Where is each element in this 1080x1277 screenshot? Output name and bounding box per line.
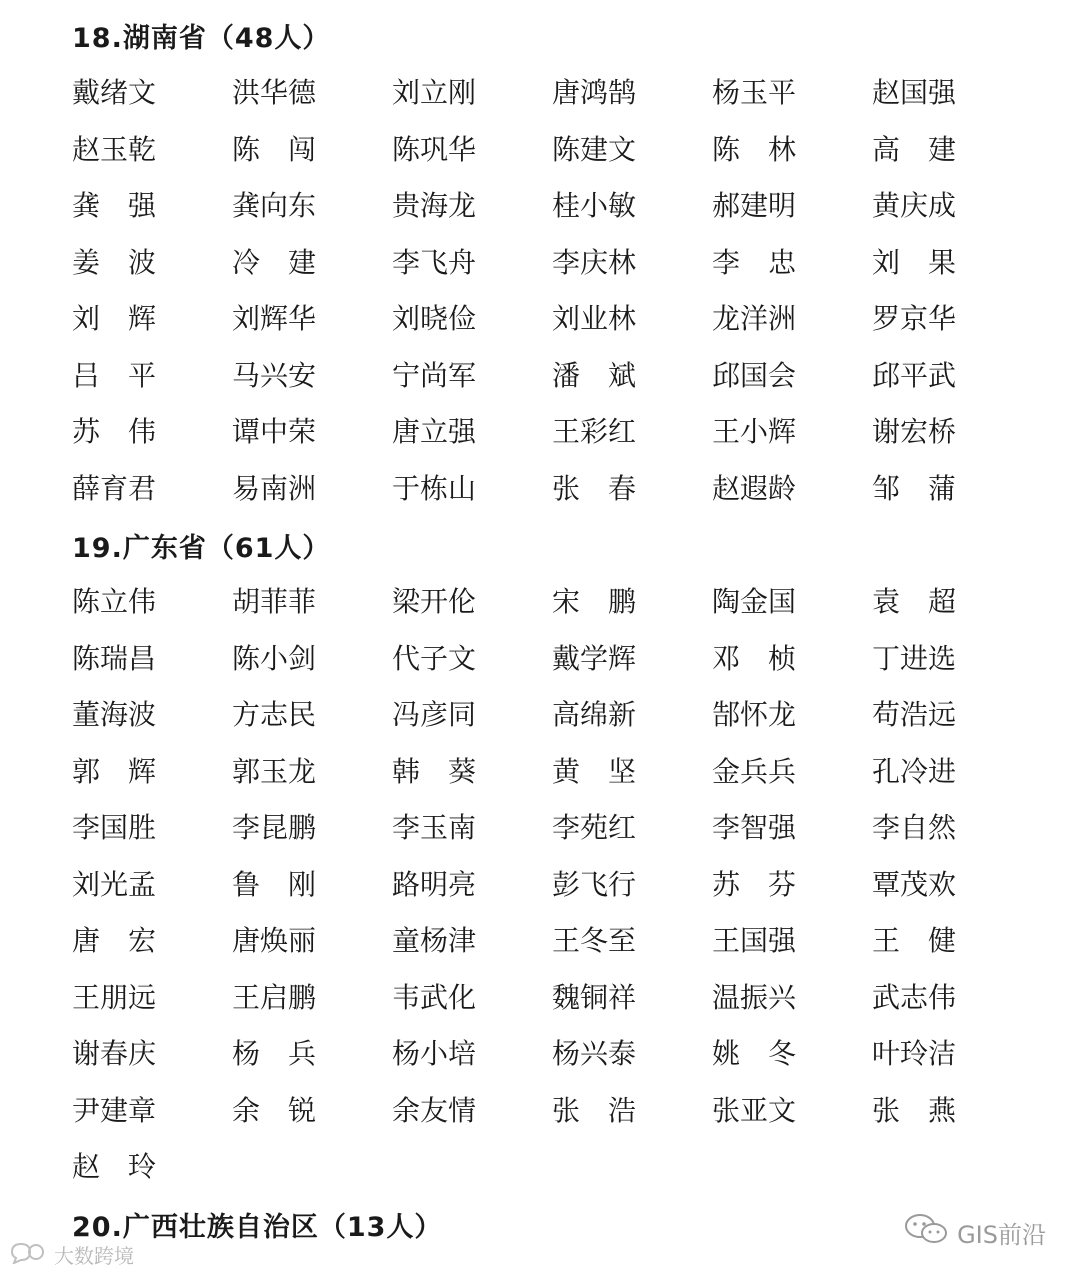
person-name: 谢 春 庆 xyxy=(72,1037,157,1071)
person-name: 刘 辉 xyxy=(72,302,156,336)
person-name: 桂 小 敏 xyxy=(552,189,637,223)
person-name: 陈 小 剑 xyxy=(232,641,317,675)
person-name: 李 玉 南 xyxy=(392,811,477,845)
person-name: 薛 育 君 xyxy=(72,471,157,505)
person-name: 马 兴 安 xyxy=(232,358,317,392)
person-name: 唐 焕 丽 xyxy=(232,924,317,958)
person-name: 宁 尚 军 xyxy=(392,358,477,392)
person-name: 李 智 强 xyxy=(712,811,797,845)
person-name: 宋 鹏 xyxy=(552,585,636,619)
person-name: 鲁 刚 xyxy=(232,867,316,901)
person-name: 董 海 波 xyxy=(72,698,157,732)
person-name: 杨 兴 泰 xyxy=(552,1037,637,1071)
person-name: 唐 鸿 鹄 xyxy=(552,76,637,110)
person-name: 张 春 xyxy=(552,471,636,505)
person-name: 李 国 胜 xyxy=(72,811,157,845)
person-name: 覃 茂 欢 xyxy=(872,867,957,901)
person-name: 童 杨 津 xyxy=(392,924,477,958)
watermark-right-text: GIS前沿 xyxy=(957,1220,1046,1249)
person-name: 丁 进 选 xyxy=(872,641,957,675)
person-name: 冷 建 xyxy=(232,245,316,279)
person-name: 黄 坚 xyxy=(552,754,636,788)
person-name: 高 绵 新 xyxy=(552,698,637,732)
person-name: 黄 庆 成 xyxy=(872,189,957,223)
name-grid-hunan xyxy=(72,63,1032,515)
person-name: 李 自 然 xyxy=(872,811,957,845)
person-name: 胡 菲 菲 xyxy=(232,585,317,619)
person-name: 温 振 兴 xyxy=(712,980,797,1014)
person-name: 龚 向 东 xyxy=(232,189,317,223)
person-name: 赵 玉 乾 xyxy=(72,132,157,166)
person-name: 路 明 亮 xyxy=(392,867,477,901)
person-name: 洪 华 德 xyxy=(232,76,317,110)
person-name: 吕 平 xyxy=(72,358,156,392)
person-name: 郜 怀 龙 xyxy=(712,698,797,732)
person-name: 韦 武 化 xyxy=(392,980,477,1014)
person-name: 魏 铜 祥 xyxy=(552,980,637,1014)
person-name: 郭 玉 龙 xyxy=(232,754,317,788)
person-name: 李 昆 鹏 xyxy=(232,811,317,845)
person-name: 姚 冬 xyxy=(712,1037,796,1071)
person-name: 刘 立 刚 xyxy=(392,76,477,110)
person-name: 易 南 洲 xyxy=(232,471,317,505)
person-name: 王 彩 红 xyxy=(552,415,637,449)
watermark-right xyxy=(903,1212,1046,1252)
person-name: 张 浩 xyxy=(552,1093,636,1127)
person-name: 戴 学 辉 xyxy=(552,641,637,675)
watermark-left-text: 大数跨境 xyxy=(54,1244,134,1268)
person-name: 李 苑 红 xyxy=(552,811,637,845)
person-name: 代 子 文 xyxy=(392,641,477,675)
person-name: 刘 光 孟 xyxy=(72,867,157,901)
person-name: 唐 宏 xyxy=(72,924,156,958)
person-name: 龙 洋 洲 xyxy=(712,302,797,336)
person-name: 陈 立 伟 xyxy=(72,585,157,619)
person-name: 赵 玲 xyxy=(72,1150,156,1184)
person-name: 苏 伟 xyxy=(72,415,156,449)
person-name: 邓 桢 xyxy=(712,641,796,675)
person-name: 王 小 辉 xyxy=(712,415,797,449)
watermark-left xyxy=(8,1240,134,1269)
person-name: 陈 建 文 xyxy=(552,132,637,166)
person-name: 邹 蒲 xyxy=(872,471,956,505)
person-name: 余 友 情 xyxy=(392,1093,477,1127)
person-name: 王 国 强 xyxy=(712,924,797,958)
person-name: 刘 辉 华 xyxy=(232,302,317,336)
person-name: 贵 海 龙 xyxy=(392,189,477,223)
person-name: 袁 超 xyxy=(872,585,956,619)
person-name: 郝 建 明 xyxy=(712,189,797,223)
person-name: 陈 巩 华 xyxy=(392,132,477,166)
person-name: 梁 开 伦 xyxy=(392,585,477,619)
person-name: 陈 闯 xyxy=(232,132,316,166)
person-name: 刘 果 xyxy=(872,245,956,279)
person-name: 谢 宏 桥 xyxy=(872,415,957,449)
person-name: 郭 辉 xyxy=(72,754,156,788)
person-name: 于 栋 山 xyxy=(392,471,477,505)
person-name: 尹 建 章 xyxy=(72,1093,157,1127)
person-name: 邱 平 武 xyxy=(872,358,957,392)
person-name: 孔 冷 进 xyxy=(872,754,957,788)
person-name: 李 忠 xyxy=(712,245,796,279)
person-name: 王 健 xyxy=(872,924,956,958)
person-name: 杨 玉 平 xyxy=(712,76,797,110)
person-name: 苏 芬 xyxy=(712,867,796,901)
person-name: 李 飞 舟 xyxy=(392,245,477,279)
person-name: 陶 金 国 xyxy=(712,585,797,619)
person-name: 张 亚 文 xyxy=(712,1093,797,1127)
section-title-guangdong: 19.广东省（61人） xyxy=(72,533,331,564)
person-name: 唐 立 强 xyxy=(392,415,477,449)
person-name: 谭 中 荣 xyxy=(232,415,317,449)
chat-bubble-icon xyxy=(8,1240,48,1269)
person-name: 赵 遐 龄 xyxy=(712,471,797,505)
wechat-icon xyxy=(903,1212,949,1252)
person-name: 韩 葵 xyxy=(392,754,476,788)
name-grid-guangdong xyxy=(72,572,1032,1194)
person-name: 赵 国 强 xyxy=(872,76,957,110)
person-name: 王 冬 至 xyxy=(552,924,637,958)
section-title-hunan: 18.湖南省（48人） xyxy=(72,23,331,54)
person-name: 杨 兵 xyxy=(232,1037,316,1071)
section-title-guangxi: 20.广西壮族自治区（13人） xyxy=(72,1212,443,1243)
person-name: 高 建 xyxy=(872,132,956,166)
person-name: 李 庆 林 xyxy=(552,245,637,279)
person-name: 陈 林 xyxy=(712,132,796,166)
person-name: 武 志 伟 xyxy=(872,980,957,1014)
person-name: 戴 绪 文 xyxy=(72,76,157,110)
person-name: 金 兵 兵 xyxy=(712,754,797,788)
person-name: 龚 强 xyxy=(72,189,156,223)
person-name: 陈 瑞 昌 xyxy=(72,641,157,675)
person-name: 冯 彦 同 xyxy=(392,698,477,732)
person-name: 叶 玲 洁 xyxy=(872,1037,957,1071)
person-name: 罗 京 华 xyxy=(872,302,957,336)
person-name: 潘 斌 xyxy=(552,358,636,392)
person-name: 王 启 鹏 xyxy=(232,980,317,1014)
person-name: 姜 波 xyxy=(72,245,156,279)
person-name: 邱 国 会 xyxy=(712,358,797,392)
person-name: 杨 小 培 xyxy=(392,1037,477,1071)
person-name: 方 志 民 xyxy=(232,698,317,732)
person-name: 苟 浩 远 xyxy=(872,698,957,732)
person-name: 王 朋 远 xyxy=(72,980,157,1014)
person-name: 张 燕 xyxy=(872,1093,956,1127)
person-name: 刘 晓 俭 xyxy=(392,302,477,336)
person-name: 彭 飞 行 xyxy=(552,867,637,901)
person-name: 刘 业 林 xyxy=(552,302,637,336)
person-name: 余 锐 xyxy=(232,1093,316,1127)
